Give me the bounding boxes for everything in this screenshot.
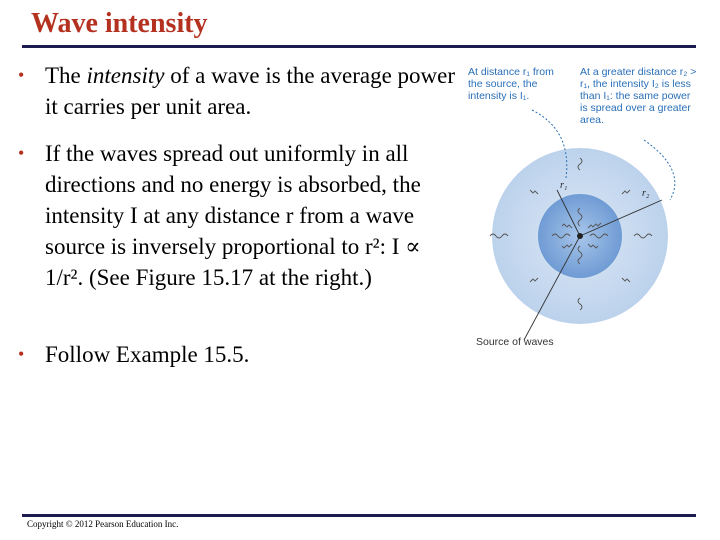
bullet-1-em: intensity bbox=[86, 63, 165, 88]
bullet-inverse-square bbox=[18, 138, 455, 293]
copyright-notice: Copyright © 2012 Pearson Education Inc. bbox=[27, 519, 179, 529]
footer-divider bbox=[22, 514, 696, 517]
figure-label-source: Source of waves bbox=[476, 336, 554, 348]
r2-label: r₂ bbox=[642, 188, 650, 199]
bullet-intensity-definition bbox=[18, 60, 455, 122]
figure-15-17 bbox=[462, 60, 702, 352]
bullet-marker: • bbox=[18, 143, 25, 163]
bullet-1-post: of a wave is the average power it carries per unit area. bbox=[45, 63, 456, 119]
bullet-example bbox=[18, 339, 455, 370]
r1-label: r₁ bbox=[560, 180, 568, 191]
bullet-marker: • bbox=[18, 65, 25, 85]
bullet-marker: • bbox=[18, 344, 25, 364]
slide-title: Wave intensity bbox=[31, 8, 208, 39]
title-divider bbox=[22, 45, 696, 48]
wave-source-dot bbox=[577, 233, 583, 239]
bullet-2-text: If the waves spread out uniformly in all directions and no energy is absorbed, the intensity I at any distance r from a wave source is inversely proportional to r²: I ∝ 1/r². (See Figure 15.17 at the right.) bbox=[45, 141, 421, 290]
figure-label-far: At a greater distance r₂ > r₁, the intensity I₂ is less than I₁: the same power is spread over a greater area. bbox=[580, 66, 697, 126]
bullet-3-text: Follow Example 15.5. bbox=[45, 342, 250, 367]
figure-label-near: At distance r₁ from the source, the intensity is I₁. bbox=[468, 66, 554, 102]
bullet-1-pre: The bbox=[45, 63, 87, 88]
